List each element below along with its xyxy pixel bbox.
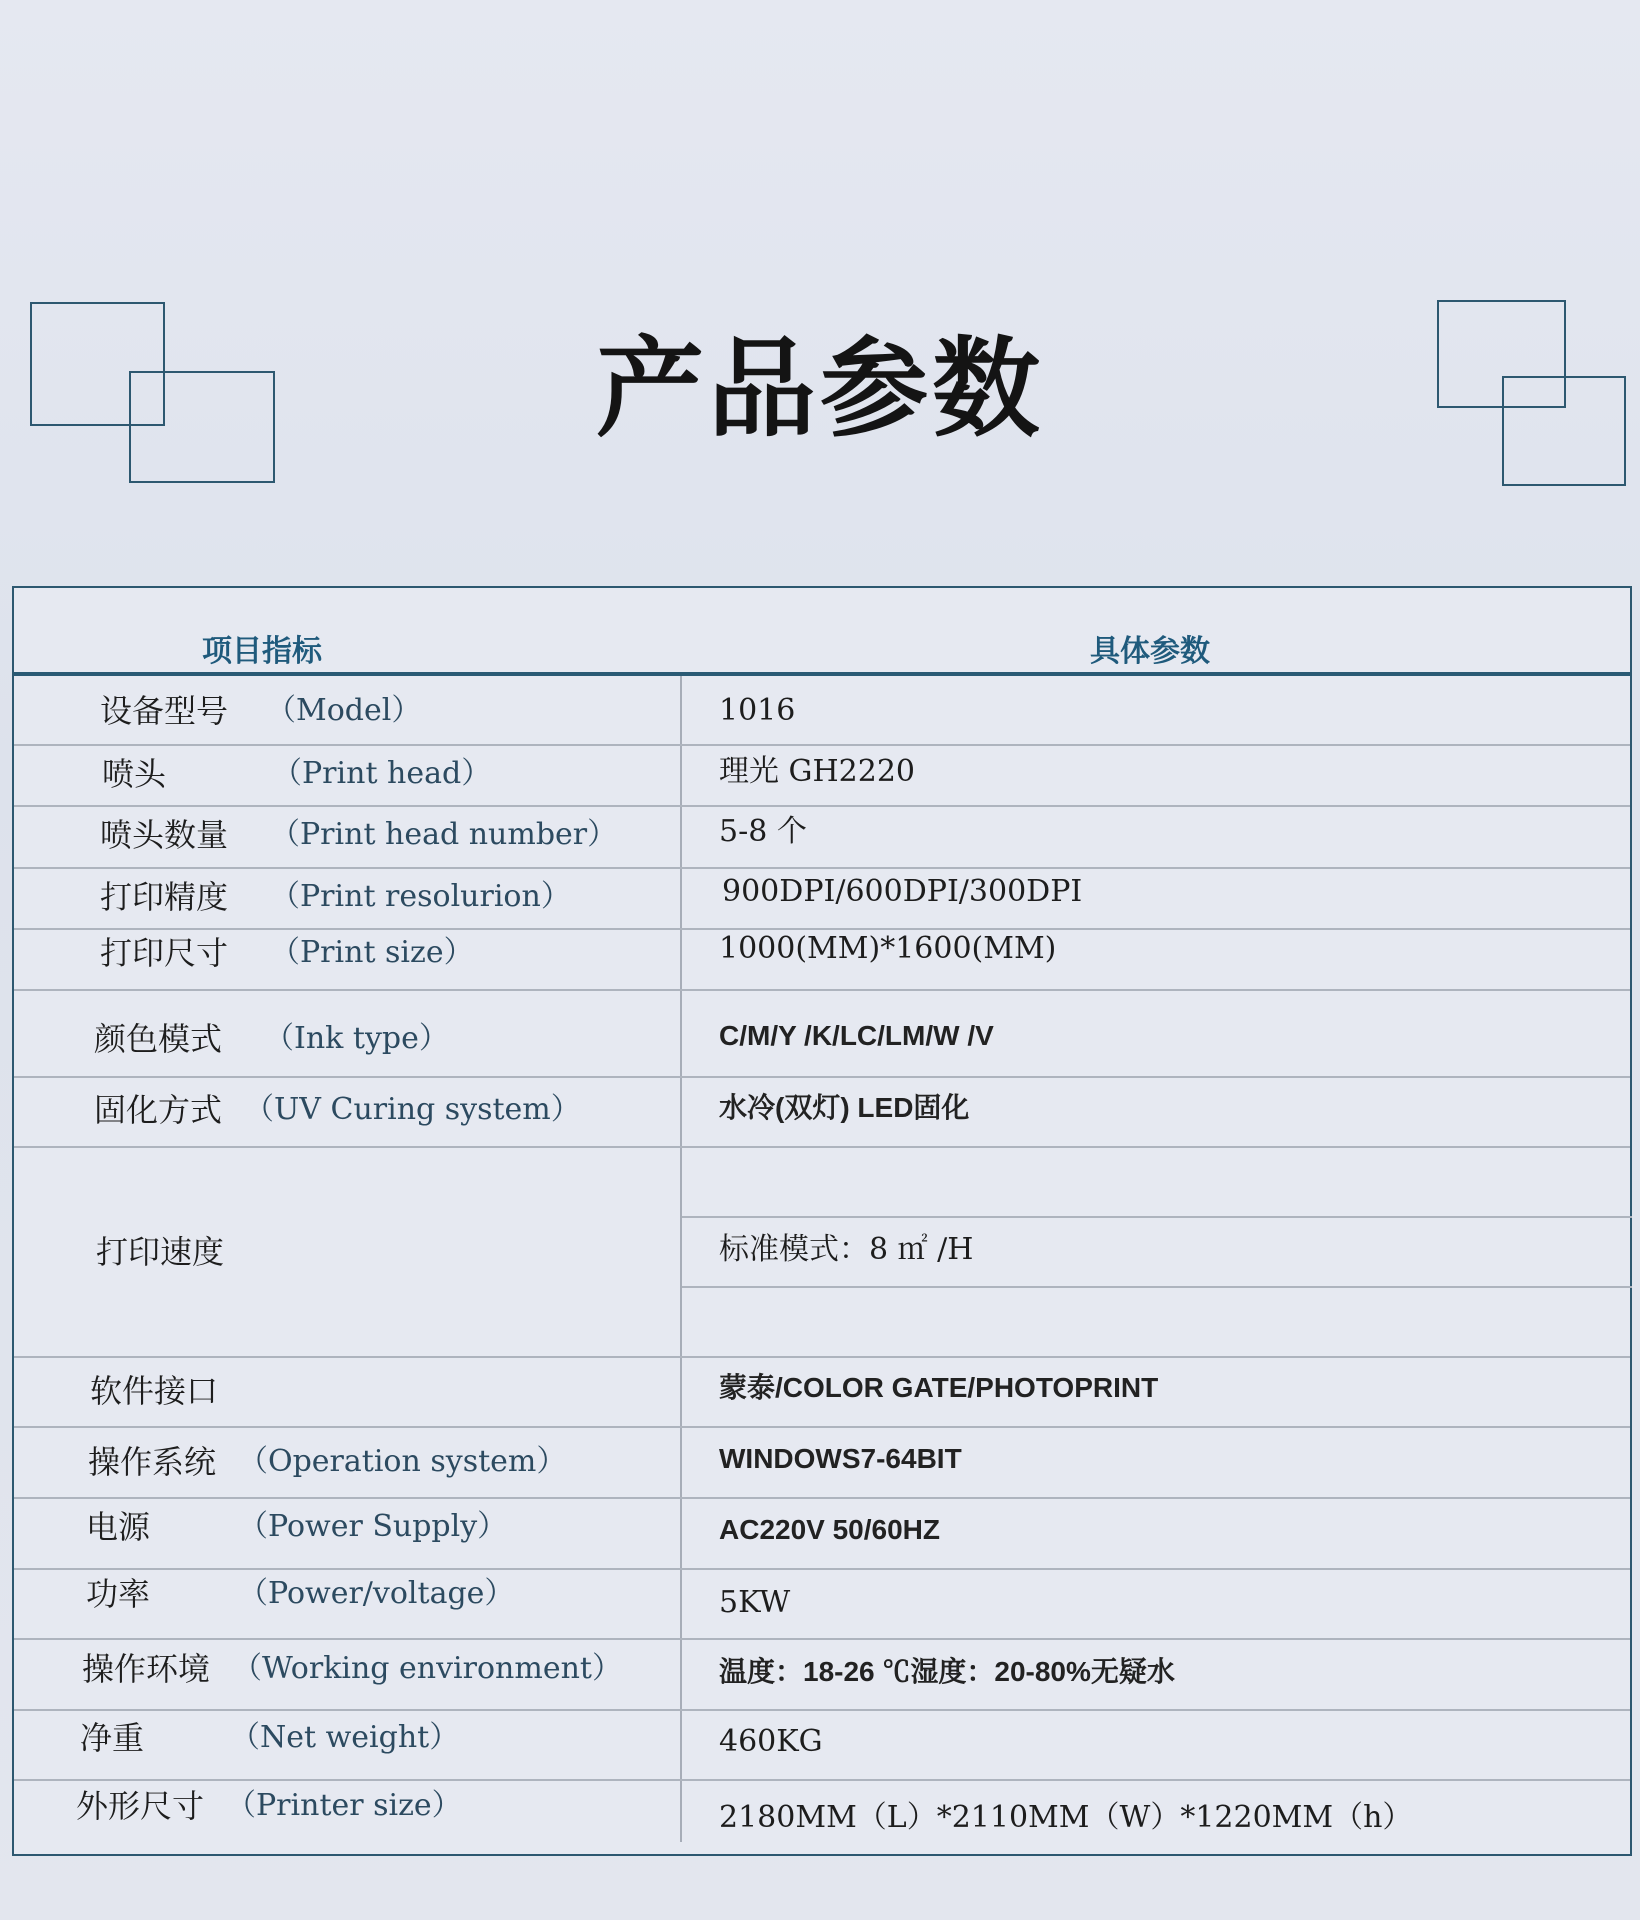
spec-label-software — [90, 1371, 218, 1417]
spec-value-print-speed: 标准模式：8 ㎡ /H — [719, 1232, 974, 1267]
spec-label-cn: 打印精度 — [100, 878, 229, 916]
spec-label-en: （Net weight） — [230, 1720, 460, 1755]
spec-value-print-size: 1000(MM)*1600(MM) — [719, 931, 1057, 966]
spec-label-en: （UV Curing system） — [244, 1092, 581, 1127]
spec-label-en: （Power/voltage） — [238, 1576, 515, 1611]
spec-label-cn: 打印速度 — [96, 1233, 225, 1271]
row-subseparator — [682, 1286, 1632, 1288]
row-separator — [14, 1497, 1630, 1499]
row-separator — [14, 1076, 1630, 1078]
spec-value-software: 蒙泰/COLOR GATE/PHOTOPRINT — [719, 1372, 1159, 1403]
spec-label-print-speed — [96, 1232, 224, 1278]
spec-label-environment — [82, 1649, 622, 1695]
row-separator — [14, 805, 1630, 807]
spec-label-net-weight — [80, 1718, 460, 1764]
spec-label-cn: 软件接口 — [90, 1372, 219, 1410]
spec-value-power: 5KW — [719, 1585, 791, 1620]
spec-value-power-supply: AC220V 50/60HZ — [719, 1514, 941, 1545]
row-separator — [14, 1709, 1630, 1711]
spec-label-ink-type — [94, 1019, 449, 1065]
spec-table — [12, 586, 1632, 1856]
spec-value-net-weight: 460KG — [719, 1724, 823, 1759]
spec-value-curing: 水冷(双灯) LED固化 — [719, 1092, 970, 1123]
row-separator — [14, 867, 1630, 869]
spec-label-cn: 设备型号 — [100, 692, 229, 730]
spec-label-en: （Printer size） — [226, 1788, 462, 1823]
header-rule — [14, 672, 1630, 676]
spec-value-ink-type: C/M/Y /K/LC/LM/W /V — [719, 1020, 994, 1051]
spec-label-cn: 操作环境 — [82, 1650, 211, 1688]
spec-value-head-number: 5-8 个 — [719, 814, 807, 849]
spec-label-cn: 操作系统 — [88, 1443, 217, 1481]
row-separator — [14, 989, 1630, 991]
spec-label-resolution — [100, 877, 571, 923]
spec-value-resolution: 900DPI/600DPI/300DPI — [722, 874, 1083, 909]
spec-label-en: （Print size） — [270, 935, 474, 970]
spec-label-en: （Model） — [266, 693, 422, 728]
spec-label-cn: 外形尺寸 — [76, 1787, 205, 1825]
spec-value-os: WINDOWS7-64BIT — [719, 1443, 962, 1474]
row-separator — [14, 1638, 1630, 1640]
row-separator — [14, 1146, 1630, 1148]
spec-label-cn: 喷头 — [102, 755, 167, 793]
spec-value-printer-size: 2180MM（L）*2110MM（W）*1220MM（h） — [719, 1800, 1413, 1835]
row-separator — [14, 1356, 1630, 1358]
spec-label-en: （Ink type） — [264, 1021, 449, 1056]
spec-label-head-number — [100, 815, 618, 861]
spec-label-cn: 颜色模式 — [94, 1020, 223, 1058]
spec-label-en: （Power Supply） — [238, 1509, 508, 1544]
spec-label-model — [100, 691, 422, 737]
spec-label-cn: 固化方式 — [94, 1091, 223, 1129]
spec-label-print-size — [100, 933, 474, 979]
row-separator — [14, 744, 1630, 746]
spec-label-power-supply — [86, 1507, 508, 1553]
spec-value-print-head: 理光 GH2220 — [719, 754, 916, 789]
spec-label-power — [86, 1574, 515, 1620]
spec-value-model: 1016 — [719, 693, 796, 728]
row-separator — [14, 1779, 1630, 1781]
row-separator — [14, 1426, 1630, 1428]
spec-label-os — [88, 1442, 567, 1488]
row-subseparator — [682, 1216, 1632, 1218]
spec-label-en: （Print head number） — [270, 817, 618, 852]
header-value: 具体参数 — [1090, 634, 1210, 669]
spec-label-curing — [94, 1090, 581, 1136]
column-divider — [680, 676, 682, 1842]
header-item: 项目指标 — [202, 634, 322, 669]
table-header — [14, 588, 1630, 676]
spec-label-printer-size — [76, 1786, 462, 1832]
page-title: 产品参数 — [595, 327, 1044, 452]
spec-label-cn: 电源 — [86, 1508, 151, 1546]
spec-label-en: （Print head） — [272, 756, 492, 791]
row-separator — [14, 1568, 1630, 1570]
spec-label-en: （Operation system） — [238, 1444, 567, 1479]
spec-label-en: （Working environment） — [232, 1651, 622, 1686]
spec-label-cn: 净重 — [80, 1719, 145, 1757]
spec-label-en: （Print resolurion） — [270, 879, 571, 914]
spec-label-cn: 功率 — [86, 1575, 151, 1613]
spec-label-print-head — [102, 754, 492, 800]
spec-label-cn: 打印尺寸 — [100, 934, 229, 972]
spec-label-cn: 喷头数量 — [100, 816, 229, 854]
spec-value-environment: 温度：18-26 ℃湿度：20-80%无疑水 — [719, 1656, 1175, 1687]
